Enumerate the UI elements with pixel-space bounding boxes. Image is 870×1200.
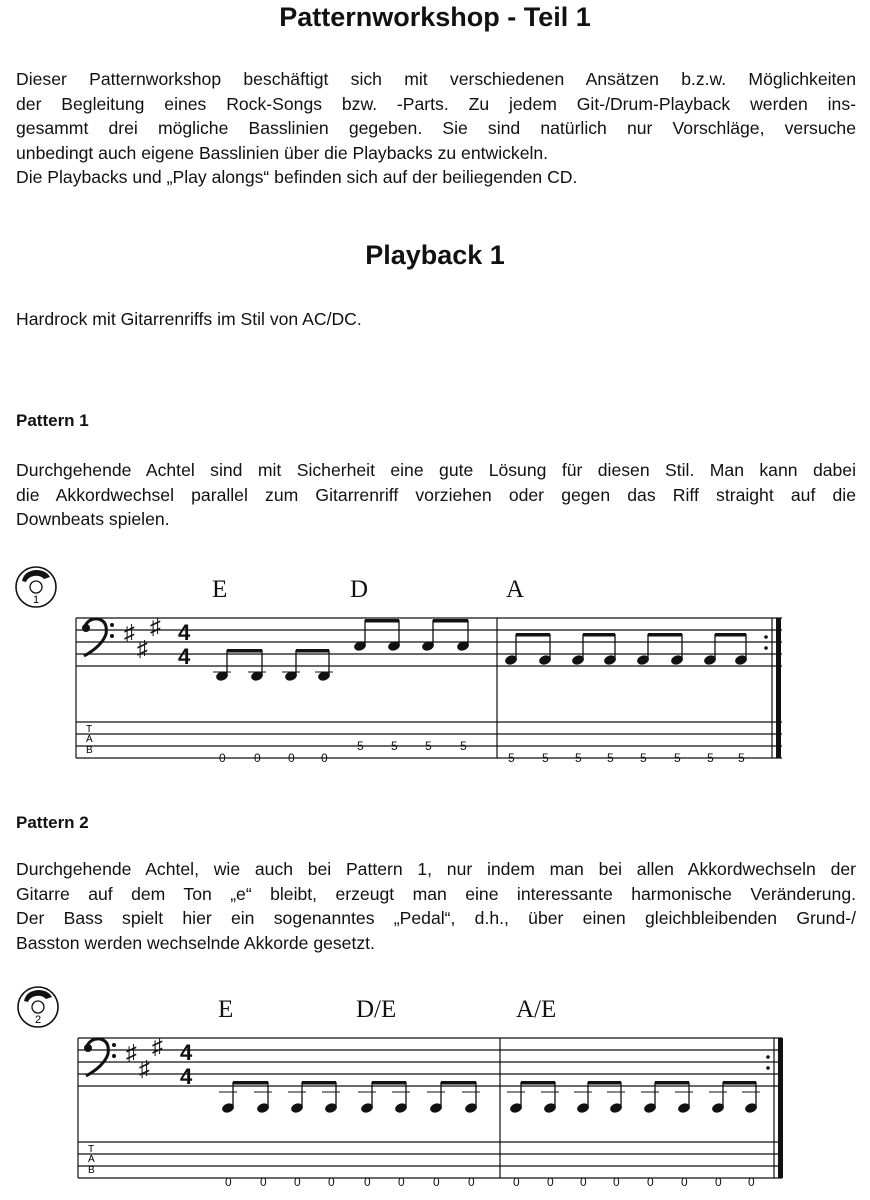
intro-line: der Begleitung eines Rock-Songs bzw. -Parts. Zu jedem Git-/Drum-Playback werden ins-	[16, 93, 856, 114]
tab-number: 0	[321, 751, 328, 765]
bass-clef-icon	[82, 619, 114, 656]
tab-numbers	[225, 1175, 755, 1189]
intro-line: unbedingt auch eigene Basslinien über die Playbacks zu entwickeln.	[16, 142, 549, 163]
tab-number: 5	[640, 751, 647, 765]
tab-number: 0	[364, 1175, 371, 1189]
tab-label: B	[86, 745, 93, 756]
tab-number: 0	[748, 1175, 755, 1189]
tab-number: 0	[647, 1175, 654, 1189]
pattern-2-line: Durchgehende Achtel, wie auch bei Pattern 1, nur indem man bei allen Akkordwechseln der	[16, 859, 856, 879]
note-beam	[521, 1081, 555, 1085]
svg-text:♯: ♯	[126, 1040, 137, 1065]
tab-number: 5	[707, 751, 714, 765]
notation-system-2	[0, 1030, 870, 1195]
tab-numbers	[219, 739, 745, 765]
note-beam	[441, 1081, 476, 1085]
cd-track-number: 2	[34, 1014, 42, 1026]
note-beam	[296, 649, 329, 653]
tab-number: 0	[328, 1175, 335, 1189]
note-beam	[365, 619, 399, 623]
notes-group	[213, 619, 748, 682]
tab-number: 0	[580, 1175, 587, 1189]
tab-number: 0	[681, 1175, 688, 1189]
note-beam	[715, 633, 746, 637]
cd-track-icon	[14, 565, 58, 609]
pattern-2-line: Basston werden wechselnde Akkorde gesetzt.	[16, 932, 375, 953]
tab-number: 0	[468, 1175, 475, 1189]
note-beam	[648, 633, 682, 637]
notation-system-1	[0, 610, 870, 770]
tab-label: T	[88, 1144, 95, 1155]
note-beam	[302, 1081, 336, 1085]
tab-number: 0	[260, 1175, 267, 1189]
svg-text:4: 4	[178, 644, 191, 669]
tab-label: B	[88, 1165, 95, 1176]
note-beam	[372, 1081, 406, 1085]
tab-number: 0	[219, 751, 226, 765]
pattern-1-description	[16, 458, 856, 532]
tab-number: 0	[433, 1175, 440, 1189]
tab-number: 5	[674, 751, 681, 765]
tab-number: 5	[738, 751, 745, 765]
tab-number: 0	[513, 1175, 520, 1189]
cd-track-icon	[16, 985, 60, 1029]
page-title: Patternworkshop - Teil 1	[279, 2, 591, 32]
tab-number: 0	[294, 1175, 301, 1189]
tab-number: 0	[547, 1175, 554, 1189]
tab-number: 0	[398, 1175, 405, 1189]
pattern-1-line: die Akkordwechsel parallel zum Gitarrenriff vorziehen oder gegen das Riff straight auf die	[16, 484, 856, 505]
pattern-1-heading: Pattern 1	[16, 411, 89, 430]
chord-symbol: A/E	[516, 996, 557, 1023]
tab-number: 0	[288, 751, 295, 765]
pattern-2-line: Der Bass spielt hier ein sogenanntes „Pedal“, d.h., über einen gleichbleibenden Grund-/	[16, 908, 856, 928]
chord-symbol: D/E	[356, 996, 397, 1023]
tab-number: 5	[425, 739, 432, 753]
tab-number: 5	[357, 739, 364, 753]
chord-symbol: A	[506, 576, 525, 603]
pattern-2-description	[16, 857, 856, 955]
svg-text:♯: ♯	[152, 1034, 163, 1059]
note-beam	[233, 1081, 268, 1085]
intro-paragraph	[16, 67, 856, 190]
pattern-2-line: Gitarre auf dem Ton „e“ bleibt, erzeugt man eine interessante harmonische Veränderung.	[16, 883, 856, 904]
cd-track-number: 1	[32, 594, 40, 606]
bass-clef-icon	[84, 1039, 116, 1076]
note-beam	[227, 649, 262, 653]
chord-symbol: D	[350, 576, 369, 603]
intro-line: Die Playbacks und „Play alongs“ befinden sich auf der beiliegenden CD.	[16, 167, 578, 187]
chord-symbol: E	[218, 996, 234, 1023]
tab-label: T	[86, 724, 93, 735]
tab-number: 0	[715, 1175, 722, 1189]
pattern-2-heading: Pattern 2	[16, 813, 89, 832]
svg-text:♯: ♯	[139, 1056, 150, 1081]
svg-text:♯: ♯	[150, 614, 161, 639]
svg-text:4: 4	[180, 1040, 193, 1065]
tab-number: 0	[254, 751, 261, 765]
intro-line: gesammt drei mögliche Basslinien gegeben. Sie sind natürlich nur Vorschläge, versuche	[16, 118, 856, 138]
note-beam	[433, 619, 468, 623]
tab-number: 5	[508, 751, 515, 765]
note-beam	[516, 633, 550, 637]
tab-number: 5	[391, 739, 398, 753]
time-signature	[180, 1040, 193, 1089]
chord-symbol: E	[212, 576, 228, 603]
tab-label: A	[86, 734, 93, 745]
note-beam	[655, 1081, 689, 1085]
pattern-1-line: Durchgehende Achtel sind mit Sicherheit eine gute Lösung für diesen Stil. Man kann dabei	[16, 460, 856, 480]
tab-label: A	[88, 1154, 95, 1165]
note-beam	[723, 1081, 756, 1085]
pattern-1-line: Downbeats spielen.	[16, 509, 170, 529]
tab-number: 5	[575, 751, 582, 765]
note-beam	[588, 1081, 621, 1085]
tab-number: 0	[225, 1175, 232, 1189]
intro-line: Dieser Patternworkshop beschäftigt sich mit verschiedenen Ansätzen b.z.w. Möglichkeiten	[16, 69, 856, 89]
svg-text:♯: ♯	[137, 636, 148, 661]
svg-text:♯: ♯	[124, 620, 135, 645]
tab-number: 5	[607, 751, 614, 765]
section-title: Playback 1	[365, 240, 505, 270]
tab-number: 0	[613, 1175, 620, 1189]
note-beam	[583, 633, 615, 637]
svg-text:4: 4	[180, 1064, 193, 1089]
tab-number: 5	[542, 751, 549, 765]
time-signature	[178, 620, 191, 669]
tab-number: 5	[460, 739, 467, 753]
svg-text:4: 4	[178, 620, 191, 645]
section-description: Hardrock mit Gitarrenriffs im Stil von AC/DC.	[16, 309, 362, 329]
